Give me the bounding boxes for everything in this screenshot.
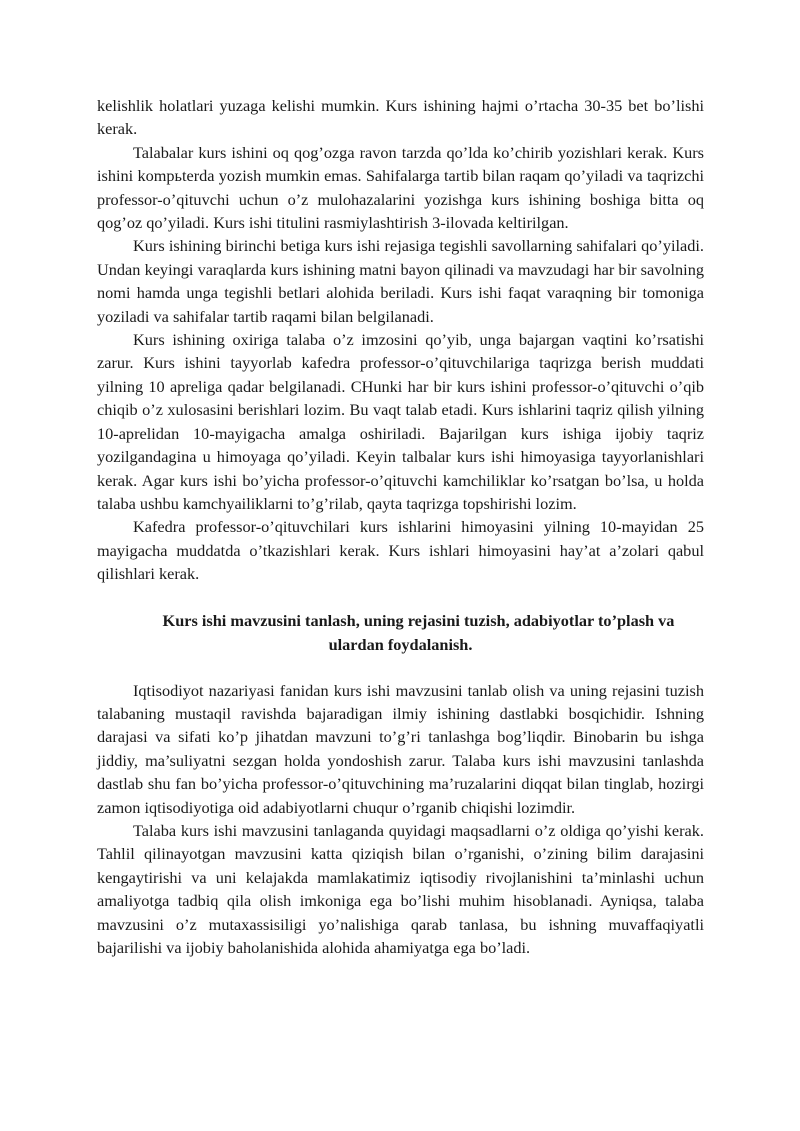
paragraph: kelishlik holatlari yuzaga kelishi mumkin. Kurs ishining hajmi o’rtacha 30-35 bet bo’lishi kerak. xyxy=(97,96,704,139)
paragraph: Iqtisodiyot nazariyasi fanidan kurs ishi mavzusini tanlab olish va uning rejasini tuzish talabaning mustaqil ravishda bajaradigan ilmiy ishining dastlabki bosqichidir. Ishning darajasi va sifati ko’p jihatdan mavzuni to’g’ri tanlashga bog’liqdir. Binobarin bu ishga jiddiy, ma’suliyatni sezgan holda yondoshish zarur. Talaba kurs ishi mavzusini tanlashda dastlab shu fan bo’yicha professor-o’qituvchining ma’ruzalarini diqqat bilan tinglab, hozirgi zamon iqtisodiyotiga oid adabiyotlarni chuqur o’rganib chiqishi lozimdir. xyxy=(97,680,704,817)
paragraph: Talabalar kurs ishini oq qog’ozga ravon tarzda qo’lda ko’chirib yozishlari kerak. Kurs ishini kompьterda yozish mumkin emas. Sahifalarga tartib bilan raqam qo’yiladi va taqrizchi professor-o’qituvchi uchun o’z mulohazalarini yozishga kurs ishining boshiga bitta oq qog’oz qo’yiladi. Kurs ishi titulini rasmiylashtirish 3-ilovada keltirilgan. xyxy=(97,142,704,233)
document-page xyxy=(97,94,704,959)
paragraph: Kurs ishining oxiriga talaba o’z imzosini qo’yib, unga bajargan vaqtini ko’rsatishi zarur. Kurs ishini tayyorlab kafedra professor-o’qituvchilariga taqrizga berish muddati yilning 10 apreliga qadar belgilanadi. CHunki har bir kurs ishini professor-o’qituvchi o’qib chiqib o’z xulosasini berishlari lozim. Bu vaqt talab etadi. Kurs ishlarini taqriz qilish yilning 10-aprelidan 10-mayigacha amalga oshiriladi. Bajarilgan kurs ishiga ijobiy taqriz yozilgandagina u himoyaga qo’yiladi. Keyin talbalar kurs ishi himoyasiga tayyorlanishlari kerak. Agar kurs ishi bo’yicha professor-o’qituvchi kamchiliklar ko’rsatgan bo’lsa, u holda talaba ushbu kamchyailiklarni to’g’rilab, qayta taqrizga topshirishi lozim. xyxy=(97,330,704,513)
section-heading: Kurs ishi mavzusini tanlash, uning rejasini tuzish, adabiyotlar to’plash va ulardan foydalanish. xyxy=(162,610,675,654)
paragraph: Kurs ishining birinchi betiga kurs ishi rejasiga tegishli savollarning sahifalari qo’yiladi. Undan keyingi varaqlarda kurs ishining matni bayon qilinadi va mavzudagi har bir savolning nomi hamda unga tegishli betlari alohida beriladi. Kurs ishi faqat varaqning bir tomoniga yoziladi va sahifalar tartib raqami bilan belgilanadi. xyxy=(97,236,704,326)
paragraph: Kafedra professor-o’qituvchilari kurs ishlarini himoyasini yilning 10-mayidan 25 mayigacha muddatda o’tkazishlari kerak. Kurs ishlari himoyasini hay’at a’zolari qabul qilishlari kerak. xyxy=(97,517,704,584)
paragraph: Talaba kurs ishi mavzusini tanlaganda quyidagi maqsadlarni o’z oldiga qo’yishi kerak. Tahlil qilinayotgan mavzusini katta qiziqish bilan o’rganishi, o’zining bilim darajasini kengaytirishi va uni kelajakda mamlakatimiz iqtisodiy rivojlanishini ta’minlashi uchun amaliyotga tadbiq qila olish imkoniga ega bo’lishi muhim hisoblanadi. Ayniqsa, talaba mavzusini o’z mutaxassisiligi yo’nalishiga qarab tanlasa, bu ishning muvaffaqiyatli bajarilishi va ijobiy baholanishida alohida ahamiyatga ega bo’ladi. xyxy=(97,820,704,957)
